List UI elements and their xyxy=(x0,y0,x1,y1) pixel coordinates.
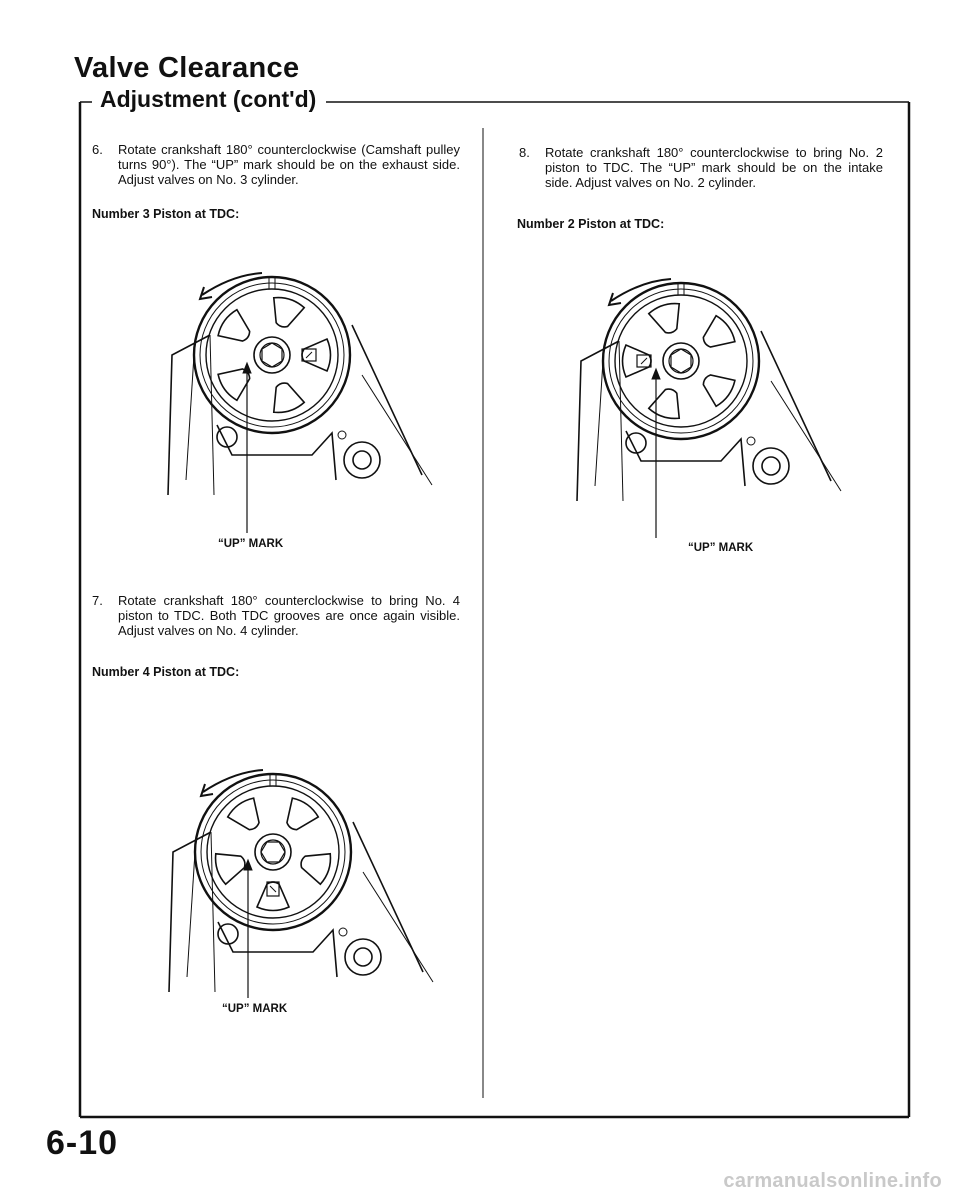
pulley-inner-rim xyxy=(615,295,747,427)
pulley-window xyxy=(648,300,687,337)
figure-caption: Number 3 Piston at TDC: xyxy=(92,207,240,221)
pulley-window xyxy=(696,366,738,409)
section-subtitle: Adjustment (cont'd) xyxy=(100,86,317,112)
up-mark-label: “UP” MARK xyxy=(218,538,284,550)
housing-line xyxy=(577,341,619,501)
step-text: Rotate crankshaft 180° counterclockwise to bring No. 2 piston to TDC. The “UP” mark should be on the intake side. Adjust valves on No. 2 cylinder. xyxy=(545,145,883,190)
idler-bolt xyxy=(762,457,780,475)
step-number: 8. xyxy=(519,145,530,160)
pulley-window xyxy=(696,314,738,357)
leader-arrowhead xyxy=(652,369,660,379)
pulley-rim xyxy=(609,289,753,433)
hub-bolt xyxy=(671,349,691,373)
figure-caption: Number 4 Piston at TDC: xyxy=(92,665,240,679)
step-number: 7. xyxy=(92,593,103,608)
small-bolt xyxy=(747,437,755,445)
belt-line xyxy=(771,381,841,491)
step-text: Rotate crankshaft 180° counterclockwise (Camshaft pulley turns 90°). The “UP” mark should be on the exhaust side. Adjust valves on No. 3 cylinder. xyxy=(118,142,460,187)
pulley-diagram xyxy=(577,279,841,538)
housing-line xyxy=(595,361,603,486)
pulley-outer-rim xyxy=(603,283,759,439)
up-mark-label: “UP” MARK xyxy=(688,542,754,554)
pulley-window xyxy=(648,385,687,422)
watermark: carmanualsonline.info xyxy=(723,1170,942,1192)
pulley-hub-inner xyxy=(669,349,693,373)
page-title: Valve Clearance xyxy=(74,52,300,84)
up-mark-glyph xyxy=(641,358,647,364)
idler-pulley xyxy=(753,448,789,484)
up-mark-label: “UP” MARK xyxy=(222,1003,288,1015)
step-number: 6. xyxy=(92,142,103,157)
pulley-spokes xyxy=(623,300,738,421)
page-number: 6-10 xyxy=(46,1124,119,1162)
figure-caption: Number 2 Piston at TDC: xyxy=(517,217,665,231)
step-text: Rotate crankshaft 180° counterclockwise to bring No. 4 piston to TDC. Both TDC grooves are once again visible. Adjust valves on No. 4 cylinder. xyxy=(118,593,460,638)
